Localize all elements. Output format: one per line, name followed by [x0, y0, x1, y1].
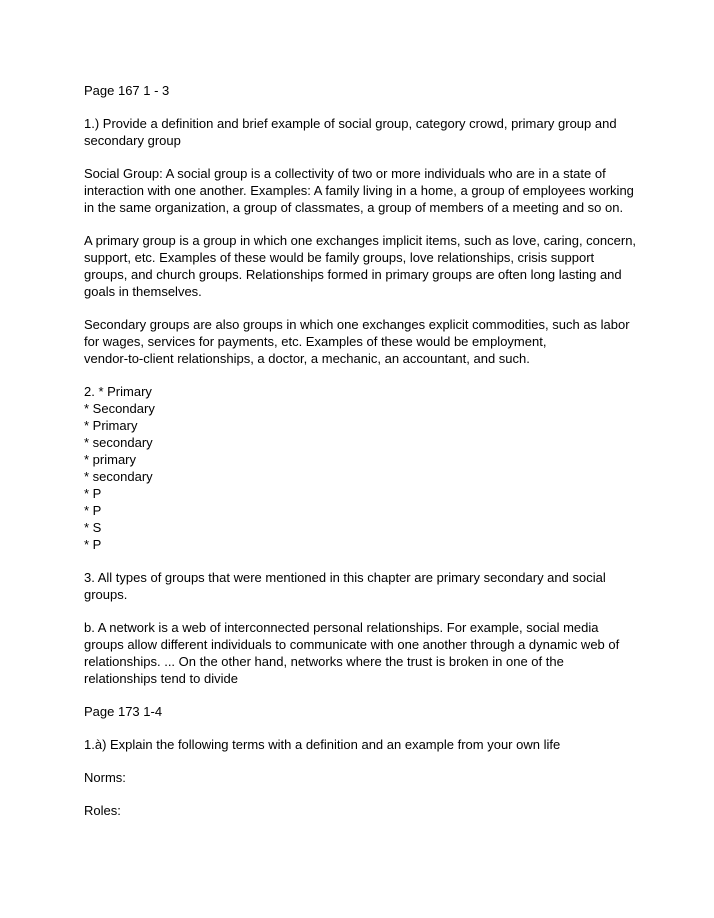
- text-line: 3. All types of groups that were mentioned in this chapter are primary secondary and social: [84, 570, 606, 585]
- text-line: 1.) Provide a definition and brief example of social group, category crowd, primary group and: [84, 116, 617, 131]
- text-line: interaction with one another. Examples: A family living in a home, a group of employees working: [84, 183, 634, 198]
- text-line: for wages, services for payments, etc. Examples of these would be employment,: [84, 334, 547, 349]
- text-line: groups.: [84, 587, 128, 602]
- list-item: * secondary: [84, 469, 153, 484]
- question-text: 1.à) Explain the following terms with a definition and an example from your own life: [84, 737, 561, 752]
- secondary-group-paragraph: [84, 316, 644, 367]
- primary-group-paragraph: [84, 232, 644, 300]
- text-line: support, etc. Examples of these would be family groups, love relationships, crisis support: [84, 250, 595, 265]
- text-line: A primary group is a group in which one exchanges implicit items, such as love, caring, concern,: [84, 233, 637, 248]
- list-item: * Secondary: [84, 401, 155, 416]
- question-3-paragraph: [84, 569, 644, 603]
- list-item: * P: [84, 503, 102, 518]
- text-line: Secondary groups are also groups in which one exchanges explicit commodities, such as labor: [84, 317, 630, 332]
- list-item: * secondary: [84, 435, 153, 450]
- heading-text: Page 173 1-4: [84, 704, 163, 719]
- norms-paragraph: [84, 769, 644, 786]
- list-item: * Primary: [84, 418, 138, 433]
- page-heading-173: [84, 703, 644, 720]
- list-item: * P: [84, 537, 102, 552]
- text-line: relationships tend to divide: [84, 671, 238, 686]
- question-1-paragraph: [84, 115, 644, 149]
- list-item: * P: [84, 486, 102, 501]
- text-line: groups, and church groups. Relationships formed in primary groups are often long lasting and: [84, 267, 622, 282]
- text-line: b. A network is a web of interconnected personal relationships. For example, social media: [84, 620, 599, 635]
- list-item: * S: [84, 520, 102, 535]
- text-line: Social Group: A social group is a collectivity of two or more individuals who are in a state of: [84, 166, 606, 181]
- social-group-paragraph: [84, 165, 644, 216]
- text-line: groups allow different individuals to communicate with one another through a dynamic web of: [84, 637, 620, 652]
- question-1a-paragraph: [84, 736, 644, 753]
- list-item: * primary: [84, 452, 137, 467]
- text-line: secondary group: [84, 133, 181, 148]
- text-line: in the same organization, a group of classmates, a group of members of a meeting and so on.: [84, 200, 624, 215]
- roles-label: Roles:: [84, 803, 121, 818]
- roles-paragraph: [84, 802, 644, 819]
- text-line: vendor-to-client relationships, a doctor, a mechanic, an accountant, and such.: [84, 351, 530, 366]
- text-line: goals in themselves.: [84, 284, 202, 299]
- network-paragraph: [84, 619, 644, 687]
- norms-label: Norms:: [84, 770, 126, 785]
- text-line: relationships. ... On the other hand, networks where the trust is broken in one of the: [84, 654, 564, 669]
- question-2-list: [84, 383, 644, 553]
- list-item: 2. * Primary: [84, 384, 152, 399]
- heading-text: Page 167 1 - 3: [84, 83, 170, 98]
- page-heading-167: [84, 82, 644, 99]
